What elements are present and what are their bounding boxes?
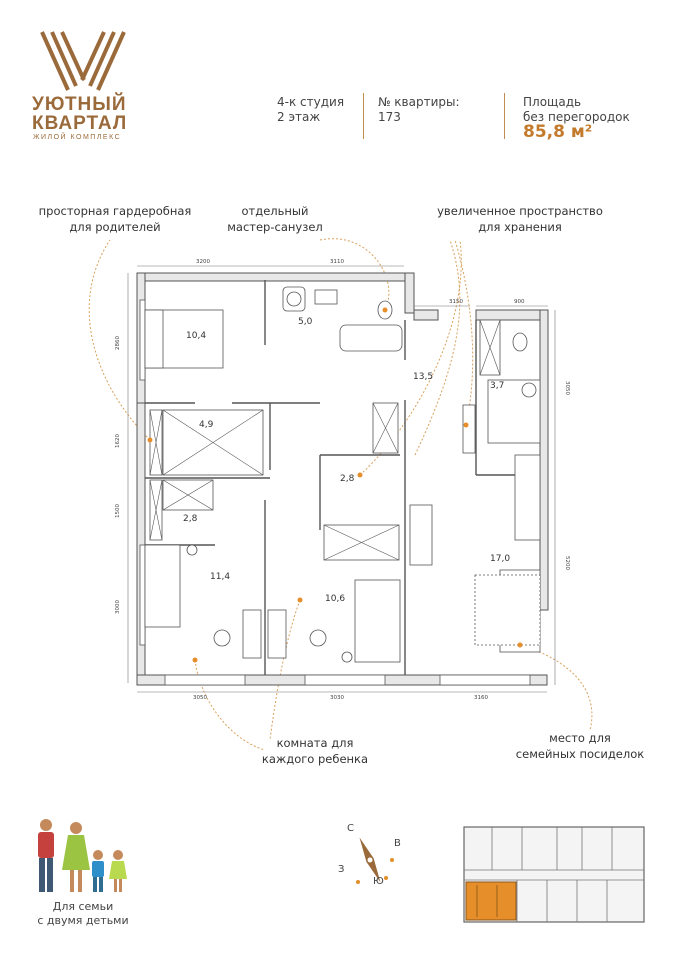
room-area: 10,6 xyxy=(325,594,346,604)
room-area: 17,0 xyxy=(490,554,511,564)
compass-icon xyxy=(330,820,410,900)
room-area: 10,4 xyxy=(186,331,207,341)
room-area: 4,9 xyxy=(199,420,214,430)
compass-south: Ю xyxy=(373,876,384,887)
brand-title-line1: УЮТНЫЙ xyxy=(32,94,127,115)
note-wardrobe: просторная гардеробная для родителей xyxy=(38,204,192,234)
family-illustration-icon xyxy=(28,815,133,897)
apt-label: № квартиры: xyxy=(378,95,460,109)
compass-north: С xyxy=(347,823,354,834)
dimension-label: 3050 xyxy=(564,381,570,395)
dimension-label: 2860 xyxy=(115,336,121,350)
brand-title-line2: КВАРТАЛ xyxy=(32,113,128,134)
compass-west: З xyxy=(338,864,345,875)
room-area: 2,8 xyxy=(183,514,198,524)
family-caption: Для семьи с двумя детьми xyxy=(37,900,129,927)
dimension-label: 3050 xyxy=(193,695,207,701)
area-value: 85,8 м² xyxy=(523,122,593,142)
apt-number: 173 xyxy=(378,110,401,124)
room-area: 2,8 xyxy=(340,474,355,484)
room-area: 13,5 xyxy=(413,372,434,382)
note-kids-room: комната для каждого ребенка xyxy=(261,736,369,766)
dimension-label: 3030 xyxy=(330,695,344,701)
dimension-label: 3150 xyxy=(449,299,463,305)
room-area: 5,0 xyxy=(298,317,313,327)
dimension-label: 3110 xyxy=(330,259,344,265)
floor-line: 2 этаж xyxy=(277,110,321,124)
dimension-label: 3200 xyxy=(196,259,210,265)
dimension-label: 3000 xyxy=(115,600,121,614)
brand-subtitle: ЖИЛОЙ КОМПЛЕКС xyxy=(33,134,122,141)
area-label: Площадь xyxy=(523,95,582,109)
type-line: 4-к студия xyxy=(277,95,345,109)
note-bathroom: отдельный мастер-санузел xyxy=(227,204,323,234)
area-label-2: без перегородок xyxy=(523,110,630,124)
dimension-label: 900 xyxy=(514,299,525,305)
dimension-label: 1620 xyxy=(115,434,121,448)
dimension-label: 1500 xyxy=(115,504,121,518)
building-floor-map xyxy=(462,825,647,925)
compass-east: В xyxy=(394,838,401,849)
room-area: 11,4 xyxy=(210,572,231,582)
dimension-label: 3160 xyxy=(474,695,488,701)
note-family: место для семейных посиделок xyxy=(515,731,645,761)
note-storage: увеличенное пространство для хранения xyxy=(437,204,603,234)
dimension-label: 5200 xyxy=(564,556,570,570)
room-area: 3,7 xyxy=(490,381,505,391)
